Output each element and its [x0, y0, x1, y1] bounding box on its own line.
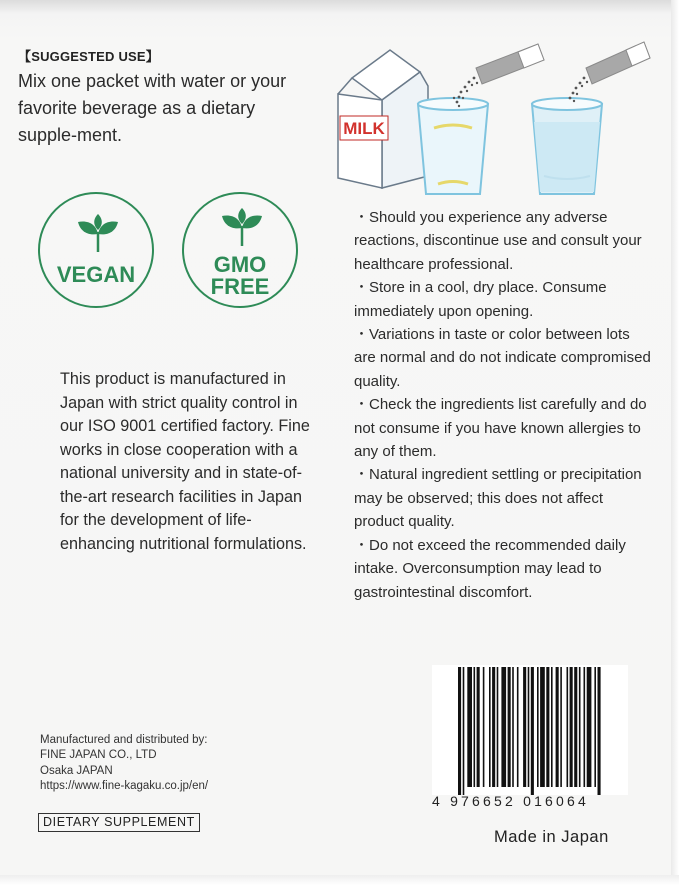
vegan-badge [38, 192, 154, 308]
made-in-label: Made in Japan [494, 828, 609, 846]
free-label: FREE [210, 274, 270, 299]
caution-item: ・Natural ingredient settling or precipitation may be observed; this does not affect product quality. [354, 466, 642, 531]
manufacturer-company: FINE JAPAN CO., LTD [40, 749, 157, 762]
box-bottom-edge [0, 875, 679, 885]
dietary-supplement-label: DIETARY SUPPLEMENT [38, 813, 200, 832]
manufacturing-info-text: This product is manufactured in Japan with strict quality control in our ISO 9001 certified factory. Fine works in close cooperation with a national university and in state-of-the-art research facilities in Japan for the development of life-enhancing nutritional formulations. [60, 370, 310, 553]
packet-icon [476, 44, 544, 84]
milk-label: MILK [343, 119, 385, 138]
box-right-edge [671, 0, 679, 885]
gmo-label: GMO [213, 252, 267, 277]
suggested-use-heading: 【SUGGESTED USE】 [18, 49, 159, 64]
caution-item: ・Check the ingredients list carefully and do not consume if you have known allergies to any of them. [354, 396, 647, 461]
caution-item: ・Should you experience any adverse reactions, discontinue use and consult your healthcare professional. [354, 209, 642, 273]
mixing-illustration [330, 38, 660, 198]
gmo-free-badge [182, 192, 298, 308]
leaf-icon [76, 214, 120, 254]
suggested-use-text: Mix one packet with water or your favorite beverage as a dietary supple-ment. [18, 71, 287, 145]
caution-item: ・Do not exceed the recommended daily intake. Overconsumption may lead to gastrointestinal discomfort. [354, 536, 626, 601]
manufacturer-url: https://www.fine-kagaku.co.jp/en/ [40, 779, 209, 792]
caution-list [354, 206, 654, 604]
manufacturer-info [40, 733, 208, 794]
manufacturer-city: Osaka JAPAN [40, 764, 113, 777]
barcode-number: 4 976652 016064 [432, 793, 589, 809]
glass-icon [418, 98, 488, 194]
leaf-icon [220, 208, 264, 248]
barcode-icon [432, 665, 628, 795]
packet-icon [586, 42, 650, 84]
glass-with-water-icon [532, 98, 602, 194]
vegan-label: VEGAN [56, 262, 136, 287]
caution-item: ・Variations in taste or color between lots are normal and do not indicate compromised quality. [354, 326, 651, 390]
manufacturer-line: Manufactured and distributed by: [40, 734, 208, 746]
caution-item: ・Store in a cool, dry place. Consume immediately upon opening. [354, 279, 607, 320]
